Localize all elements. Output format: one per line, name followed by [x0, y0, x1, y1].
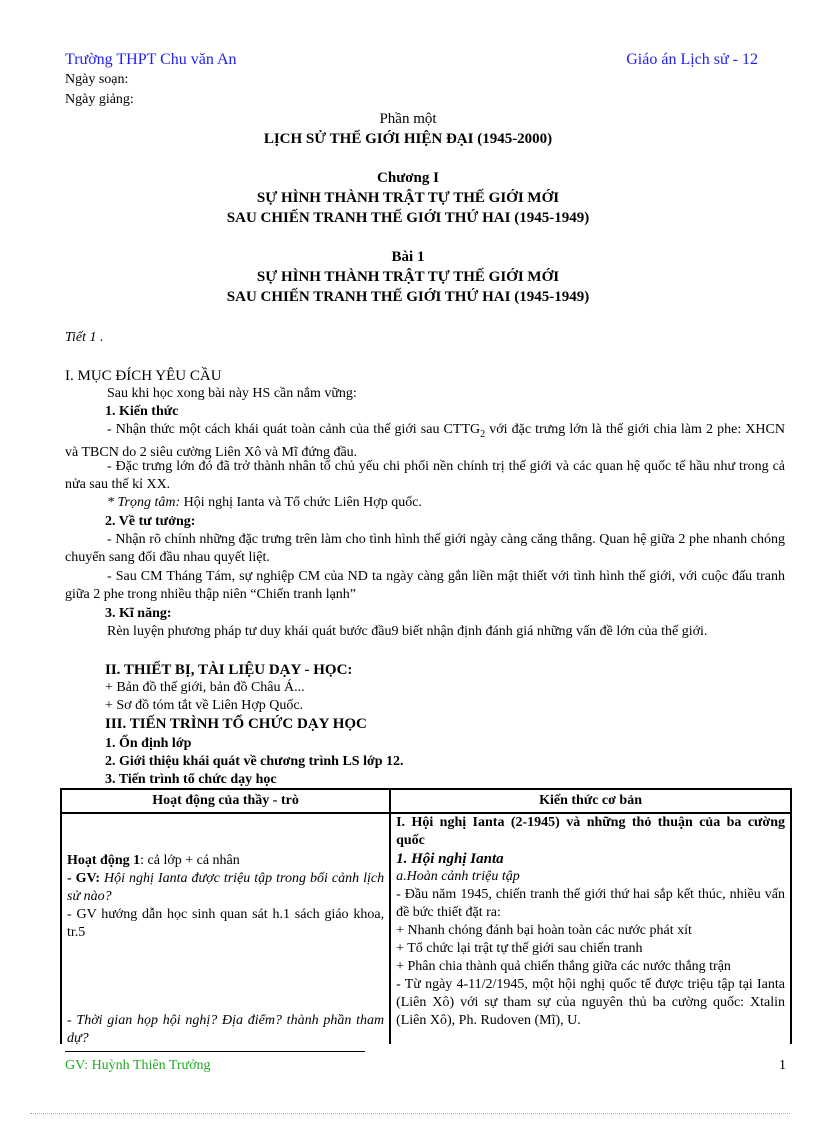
- page-number: 1: [779, 1058, 786, 1073]
- chapter-name-2: SAU CHIẾN TRANH THẾ GIỚI THỨ HAI (1945-1949): [226, 210, 590, 226]
- focus-line: [107, 494, 816, 512]
- equipment-item-1: + Bản đồ thế giới, bản đồ Châu Á...: [105, 680, 305, 695]
- column-header-knowledge: Kiến thức cơ bản: [390, 789, 791, 813]
- part-name: LỊCH SỬ THẾ GIỚI HIỆN ĐẠI (1945-2000): [263, 131, 553, 147]
- objectives-heading: I. MỤC ĐÍCH YÊU CẦU: [65, 368, 222, 384]
- meeting-text: - Từ ngày 4-11/2/1945, một hội nghị quốc tế được triệu tập tại Ianta (Liên Xô) với sự tham sự của nguyên thủ ba cường quốc: Xtalin (Liên Xô), Ph. Rudoven (Mĩ), U.: [396, 977, 785, 1028]
- knowledge-paragraph-2: - Đặc trưng lớn đó đã trở thành nhân tố chủ yếu chi phối nền chính trị thế giới và các quan hệ quốc tế hầu như trong cả nửa sau thế kỉ XX.: [65, 459, 785, 492]
- process-step-1: 1. Ổn định lớp: [105, 736, 192, 751]
- gv-question: Hội nghị Ianta được triệu tập trong bối cảnh lịch sử nào?: [67, 871, 385, 904]
- gv-guide: - GV hướng dẫn học sinh quan sát h.1 sách giáo khoa, tr.5: [67, 907, 385, 940]
- context-label: a.Hoàn cảnh triệu tập: [396, 869, 520, 884]
- knowledge-1a: - Nhận thức một cách khái quát toàn cảnh của thế giới sau CTTG: [107, 422, 481, 437]
- chapter-name-1: SỰ HÌNH THÀNH TRẬT TỰ THẾ GIỚI MỚI: [256, 190, 560, 206]
- skills-heading: 3. Kĩ năng:: [105, 606, 172, 621]
- lesson-name-2: SAU CHIẾN TRANH THẾ GIỚI THỨ HAI (1945-1949): [226, 289, 590, 305]
- question-2: - Thời gian họp hội nghị? Địa điểm? thành phần tham dự?: [67, 1013, 385, 1044]
- equipment-heading: II. THIẾT BỊ, TÀI LIỆU DẠY - HỌC:: [105, 662, 353, 678]
- process-heading: III. TIẾN TRÌNH TỔ CHỨC DẠY HỌC: [105, 716, 367, 732]
- lesson-name-1: SỰ HÌNH THÀNH TRẬT TỰ THẾ GIỚI MỚI: [256, 269, 560, 285]
- attitude-paragraph-1: - Nhận rõ chính những đặc trưng trên làm cho tình hình thế giới ngày càng căng thẳng. Quan hệ giữa 2 phe nhanh chóng chuyển sang đối đầu nhau quyết liệt.: [65, 532, 785, 565]
- knowledge-paragraph-1: [65, 421, 785, 462]
- knowledge-1-sub: 2: [480, 428, 486, 440]
- process-step-2: 2. Giới thiệu khái quát về chương trình LS lớp 12.: [105, 754, 404, 769]
- point-2: + Tổ chức lại trật tự thế giới sau chiến tranh: [396, 941, 643, 956]
- activity-text: : cả lớp + cá nhân: [140, 853, 240, 868]
- subject-title: Giáo án Lịch sử - 12: [626, 51, 758, 68]
- process-step-3: 3. Tiến trình tổ chức dạy học: [105, 772, 277, 787]
- activity-line: [67, 852, 384, 870]
- skills-paragraph: Rèn luyện phương pháp tư duy khái quát bước đầu9 biết nhận định đánh giá những vấn đề lớn của thế giới.: [107, 624, 708, 639]
- activity-label: Hoạt động 1: [67, 853, 141, 868]
- equipment-item-2: + Sơ đồ tóm tắt về Liên Hợp Quốc.: [105, 698, 304, 713]
- point-1: + Nhanh chóng đánh bại hoàn toàn các nước phát xít: [396, 923, 692, 938]
- objectives-intro: Sau khi học xong bài này HS cần nắm vững:: [107, 386, 357, 401]
- activities-cell: [61, 813, 390, 1044]
- table-row: [61, 813, 791, 1044]
- footer-divider: [65, 1051, 365, 1052]
- prepared-date: Ngày soạn:: [65, 72, 129, 87]
- gv-question-line: [67, 870, 384, 906]
- knowledge-heading: 1. Kiến thức: [105, 404, 179, 419]
- section-heading: I. Hội nghị Ianta (2-1945) và những thỏ thuận của ba cường quốc: [396, 815, 785, 848]
- column-header-activities: Hoạt động của thầy - trò: [61, 789, 390, 813]
- table-header-row: [61, 789, 791, 813]
- focus-text: Hội nghị Ianta và Tổ chức Liên Hợp quốc.: [180, 495, 422, 510]
- chapter-title: Chương I: [377, 170, 439, 186]
- period-label: Tiết 1 .: [65, 330, 104, 345]
- gv-label: - GV:: [67, 871, 101, 886]
- lesson-title: Bài 1: [391, 249, 425, 265]
- knowledge-1b: với đặc trưng lớn là thế giới chia làm 2 phe: XHCN và TBCN do 2 siêu cường Liên Xô và Mĩ đứng đầu.: [65, 422, 785, 460]
- teacher-name: GV: Huỳnh Thiên Trưởng: [65, 1058, 211, 1073]
- lesson-plan-table: [60, 788, 792, 1044]
- context-text: - Đầu năm 1945, chiến tranh thế giới thứ hai sắp kết thúc, nhiều vấn đề bức thiết đặt ra:: [396, 887, 785, 920]
- attitude-heading: 2. Về tư tưởng:: [105, 514, 196, 529]
- school-name: Trường THPT Chu văn An: [65, 51, 237, 68]
- part-title: Phần một: [379, 111, 437, 127]
- teaching-date: Ngày giảng:: [65, 92, 134, 107]
- sub-heading: 1. Hội nghị Ianta: [396, 851, 504, 867]
- page-bottom-border: [30, 1113, 790, 1114]
- focus-label: * Trọng tâm:: [107, 495, 181, 510]
- knowledge-cell: [390, 813, 791, 1044]
- attitude-paragraph-2: - Sau CM Tháng Tám, sự nghiệp CM của ND ta ngày càng gắn liền mật thiết với tình hình thế giới, với cuộc đấu tranh giữa 2 phe trong nhiều thập niên “Chiến tranh lạnh”: [65, 569, 785, 602]
- point-3: + Phân chia thành quả chiến thắng giữa các nước thắng trận: [396, 959, 731, 974]
